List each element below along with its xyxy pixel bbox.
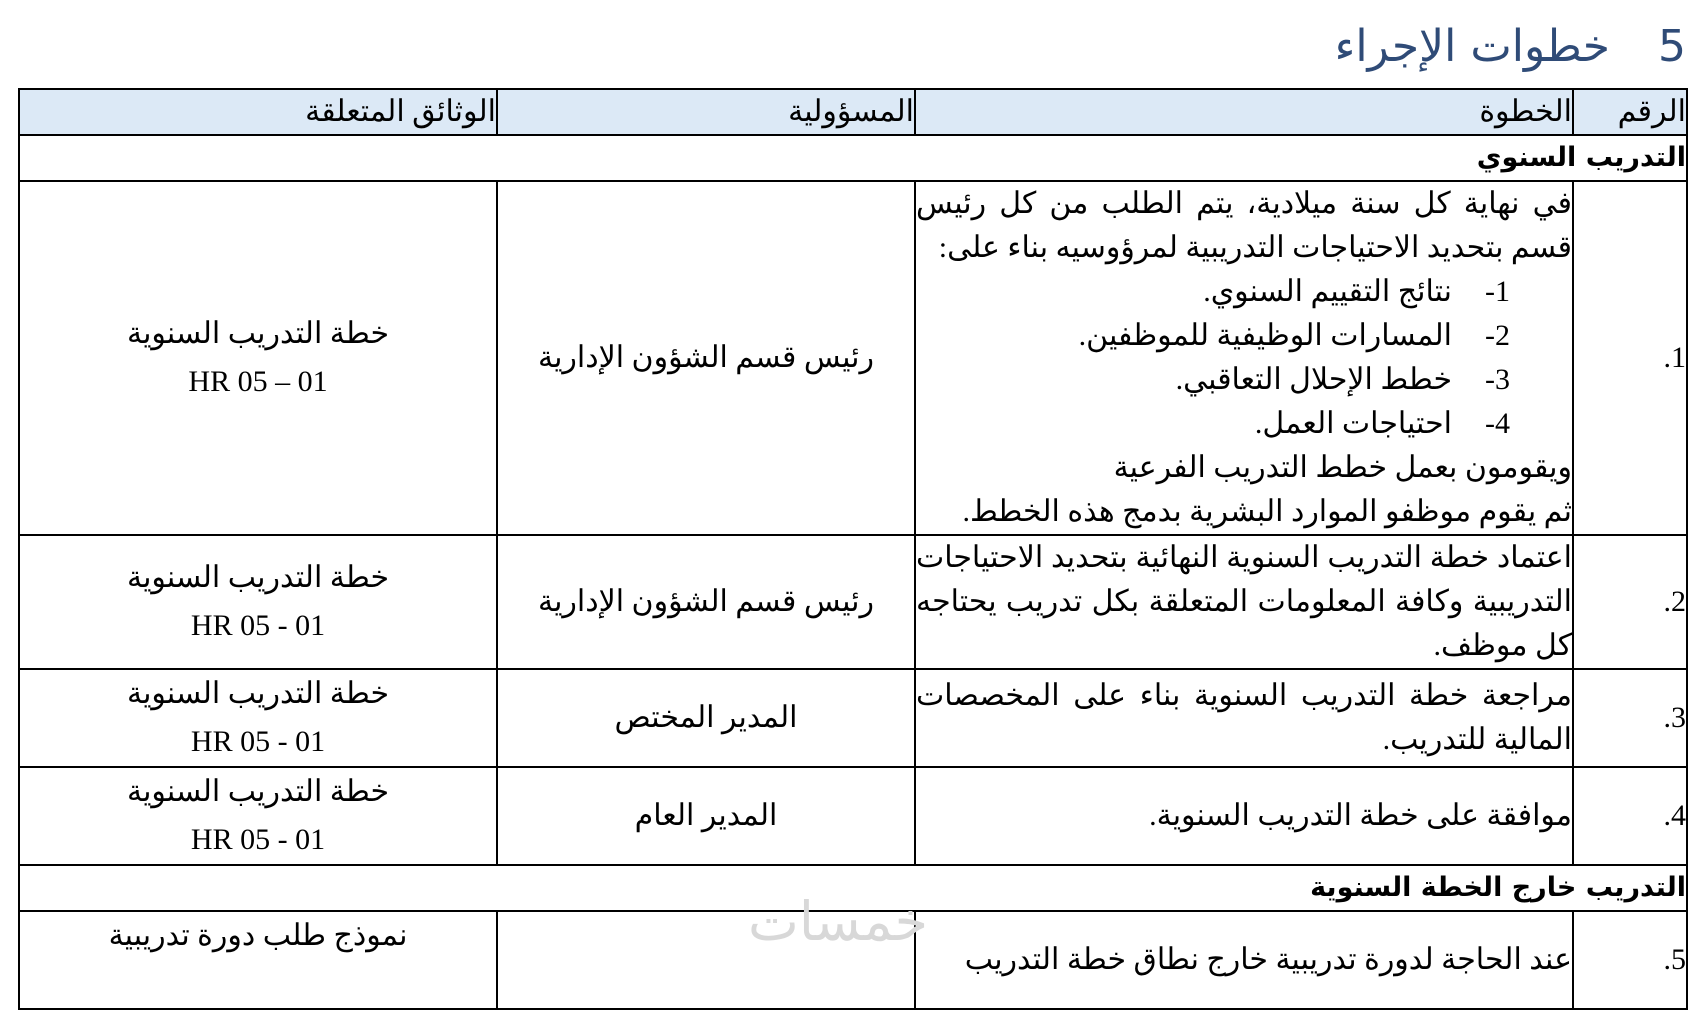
step-cell (915, 181, 1573, 535)
list-item-text: نتائج التقييم السنوي. (1203, 275, 1452, 308)
list-item (916, 314, 1510, 358)
step-cell: عند الحاجة لدورة تدريبية خارج نطاق خطة التدريب (915, 911, 1573, 1009)
list-item (916, 270, 1510, 314)
step-cell: مراجعة خطة التدريب السنوية بناء على المخصصات المالية للتدريب. (915, 669, 1573, 767)
list-item (916, 402, 1510, 446)
document-title: خطة التدريب السنوية (126, 561, 390, 594)
list-item-number: -3 (1485, 363, 1510, 396)
step-outro-1: ويقومون بعمل خطط التدريب الفرعية (1113, 451, 1572, 484)
document-code: HR 05 - 01 (190, 725, 326, 758)
responsibility-cell: المدير المختص (497, 669, 915, 767)
table-row (19, 181, 1687, 535)
row-number: 1. (1573, 181, 1687, 535)
table-row (19, 767, 1687, 865)
header-num: الرقم (1573, 89, 1687, 135)
responsibility-cell: رئيس قسم الشؤون الإدارية (497, 535, 915, 669)
header-responsibility: المسؤولية (497, 89, 915, 135)
document-code: HR 05 - 01 (190, 823, 326, 856)
document-title: خطة التدريب السنوية (126, 317, 390, 350)
row-number: 3. (1573, 669, 1687, 767)
document-cell (19, 535, 497, 669)
list-item (916, 358, 1510, 402)
step-intro: في نهاية كل سنة ميلادية، يتم الطلب من كل رئيس قسم بتحديد الاحتياجات التدريبية لمرؤوسيه بناء على: (916, 187, 1572, 264)
watermark: خمسات (748, 890, 929, 953)
document-cell (19, 767, 497, 865)
section-heading (14, 8, 1686, 84)
criteria-list (916, 270, 1572, 446)
document-title: خطة التدريب السنوية (126, 775, 390, 808)
row-number: 4. (1573, 767, 1687, 865)
section-row (19, 135, 1687, 181)
document-title: نموذج طلب دورة تدريبية (108, 919, 408, 952)
table-row (19, 911, 1687, 1009)
list-item-number: -4 (1485, 407, 1510, 440)
section-row (19, 865, 1687, 911)
step-cell: موافقة على خطة التدريب السنوية. (915, 767, 1573, 865)
header-documents: الوثائق المتعلقة (19, 89, 497, 135)
document-cell (19, 181, 497, 535)
responsibility-cell: المدير العام (497, 767, 915, 865)
document-cell (19, 911, 497, 1009)
step-outro-2: ثم يقوم موظفو الموارد البشرية بدمج هذه الخطط. (962, 495, 1572, 528)
header-step: الخطوة (915, 89, 1573, 135)
list-item-number: -1 (1485, 275, 1510, 308)
list-item-text: خطط الإحلال التعاقبي. (1175, 363, 1452, 396)
section-number: 5 (1658, 20, 1686, 72)
document-code: HR 05 - 01 (190, 609, 326, 642)
table-header-row (19, 89, 1687, 135)
list-item-number: -2 (1485, 319, 1510, 352)
document-cell (19, 669, 497, 767)
section-title-annual: التدريب السنوي (19, 135, 1687, 181)
section-title-outside-plan: التدريب خارج الخطة السنوية (19, 865, 1687, 911)
section-title: خطوات الإجراء (1334, 20, 1610, 72)
document-title: خطة التدريب السنوية (126, 677, 390, 710)
document-code: HR 05 – 01 (188, 365, 328, 398)
step-cell: اعتماد خطة التدريب السنوية النهائية بتحديد الاحتياجات التدريبية وكافة المعلومات المتعلقة بكل تدريب يحتاجه كل موظف. (915, 535, 1573, 669)
document-code (20, 960, 496, 1008)
table-row (19, 535, 1687, 669)
list-item-text: المسارات الوظيفية للموظفين. (1078, 319, 1452, 352)
list-item-text: احتياجات العمل. (1254, 407, 1452, 440)
responsibility-cell: رئيس قسم الشؤون الإدارية (497, 181, 915, 535)
procedure-table (18, 88, 1688, 1010)
table-row (19, 669, 1687, 767)
row-number: 2. (1573, 535, 1687, 669)
row-number: 5. (1573, 911, 1687, 1009)
responsibility-cell (497, 911, 915, 1009)
